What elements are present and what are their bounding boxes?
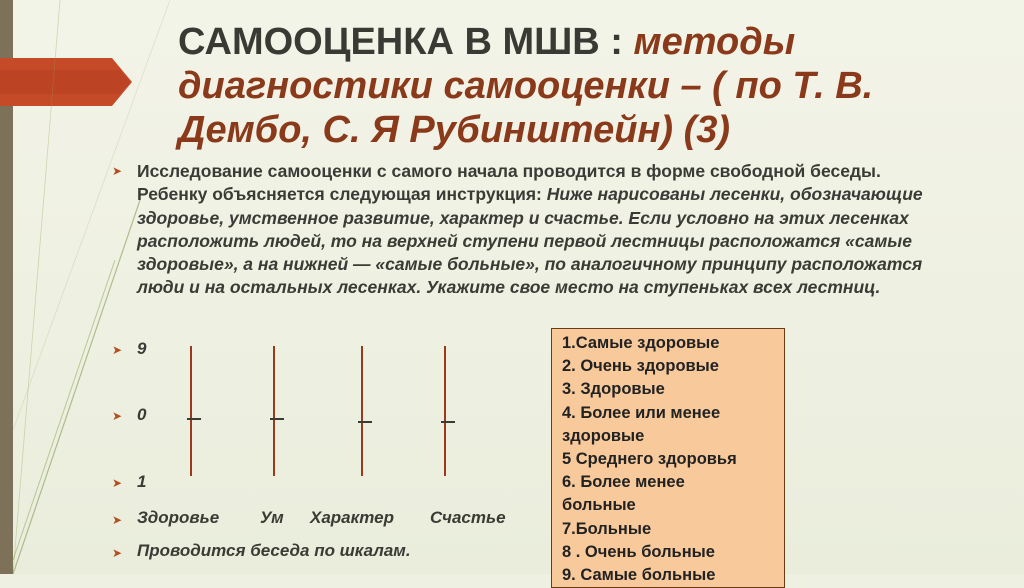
ladder-label-character: Характер bbox=[310, 508, 394, 527]
ladder-mark bbox=[441, 421, 455, 423]
legend-item: 2. Очень здоровые bbox=[562, 357, 719, 376]
scale-label-bottom: 1 bbox=[137, 472, 147, 491]
health-levels-legend bbox=[551, 328, 785, 588]
legend-item: 7.Больные bbox=[562, 519, 652, 538]
ladder-mark bbox=[187, 418, 201, 420]
legend-item: здоровые bbox=[562, 426, 645, 445]
ladder-line bbox=[273, 346, 275, 476]
ladder-line bbox=[444, 346, 446, 476]
bullet-icon: ➤ bbox=[112, 164, 123, 178]
slide-title bbox=[178, 20, 958, 152]
conversation-note: Проводится беседа по шкалам. bbox=[137, 541, 411, 560]
legend-item: 4. Более или менее bbox=[562, 403, 721, 422]
ladder-label-happiness: Счастье bbox=[430, 508, 506, 527]
title-plain: САМООЦЕНКА В МШВ : bbox=[178, 21, 634, 63]
ladder-label-health: Здоровье bbox=[137, 508, 220, 527]
bullet-icon: ➤ bbox=[112, 409, 123, 423]
bullet-icon: ➤ bbox=[112, 476, 123, 490]
ladder-mark bbox=[270, 418, 284, 420]
ladder-line bbox=[190, 346, 192, 476]
legend-item: 5 Среднего здоровья bbox=[562, 450, 737, 469]
legend-item: 6. Более менее bbox=[562, 473, 685, 492]
bullet-icon: ➤ bbox=[112, 546, 123, 560]
ladder-label-mind: Ум bbox=[260, 508, 284, 527]
title-accent: методы диагностики самооценки – ( по Т. В. Дембо, С. Я Рубинштейн) (3) bbox=[178, 21, 874, 151]
paragraph-part2: Ниже нарисованы лесенки, обозначающие здоровье, умственное развитие, характер и счастье. Если условно на этих лесенках расположить людей, то на верхней ступени первой лестницы расположатся «самые здоровые», а на нижней — «самые больные», по аналогичному принципу расположатся люди и на остальных лесенках. Укажите свое место на ступеньках всех лестниц. bbox=[137, 184, 923, 298]
paragraph-part1: Исследование самооценки с самого начала проводится в форме свободной беседы. Ребенку объясняется следующая инструкция: bbox=[137, 161, 881, 205]
legend-item: 8 . Очень больные bbox=[562, 542, 715, 561]
bullet-icon: ➤ bbox=[112, 513, 123, 527]
ladder-mark bbox=[358, 421, 372, 423]
legend-item: больные bbox=[562, 496, 636, 515]
bullet-icon: ➤ bbox=[112, 343, 123, 357]
scale-label-middle: 0 bbox=[137, 405, 147, 424]
scale-label-top: 9 bbox=[137, 339, 147, 358]
legend-item: 1.Самые здоровые bbox=[562, 334, 720, 352]
legend-item: 9. Самые больные bbox=[562, 566, 716, 585]
instruction-paragraph bbox=[137, 160, 927, 300]
legend-item: 3. Здоровые bbox=[562, 380, 665, 399]
ladder-line bbox=[361, 346, 363, 476]
